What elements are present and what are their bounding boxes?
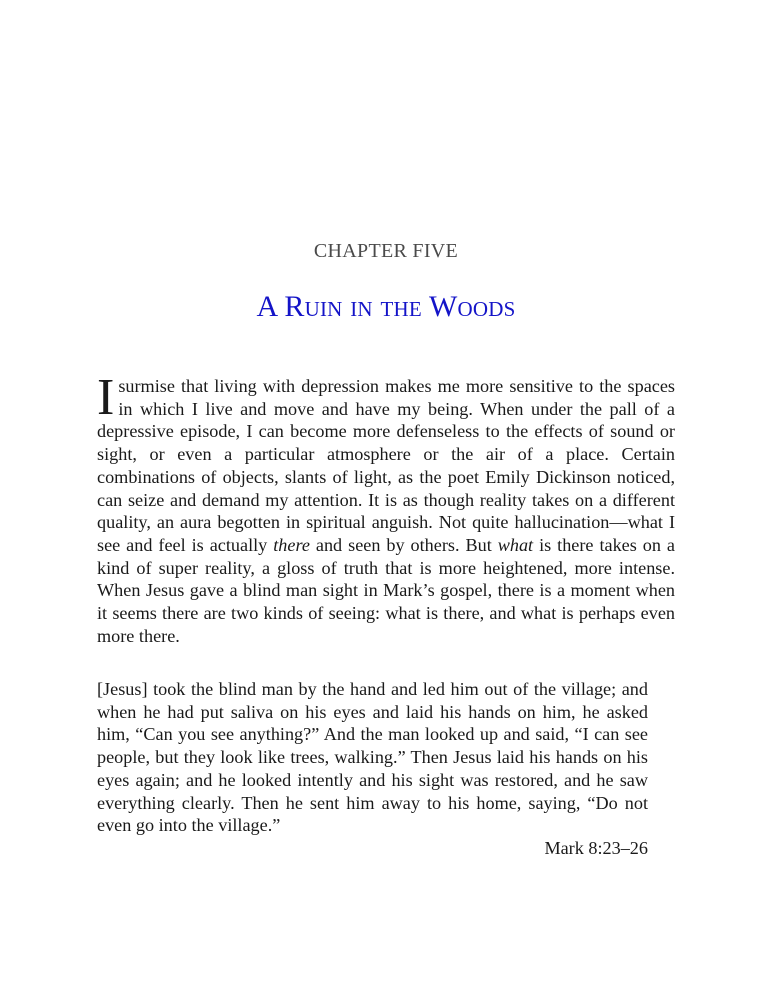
chapter-title: A Ruin in the Woods xyxy=(256,290,516,323)
emphasis-what: what xyxy=(497,534,534,555)
paragraph-text-3: is there takes on a kind of super reality, a gloss of truth that is more heightened, more intense. When Jesus gave a blind man sight in Mark’s gospel, there is a moment when it seems there are two kinds of seeing: what is there, and what is perhaps even more there. xyxy=(97,534,676,646)
block-quote xyxy=(97,678,648,860)
quote-text: [Jesus] took the blind man by the hand and led him out of the village; and when he had put saliva on his eyes and laid his hands on him, he asked him, “Can you see anything?” And the man looked up and said, “I can see people, but they look like trees, walking.” Then Jesus laid his hands on his eyes again; and he looked intently and his sight was restored, and he saw everything clearly. Then he sent him away to his home, saying, “Do not even go into the village.” xyxy=(97,679,648,836)
chapter-label: CHAPTER FIVE xyxy=(313,240,459,262)
paragraph-text-2: and seen by others. But xyxy=(309,534,498,555)
emphasis-there: there xyxy=(273,534,310,555)
quote-citation: Mark 8:23–26 xyxy=(544,837,648,858)
body-paragraph xyxy=(97,369,676,647)
paragraph-text-1: surmise that living with depression makes me more sensitive to the spaces in which I live and move and have my being. When under the pall of a depressive episode, I can become more defenseless to the effects of sound or sight, or even a particular atmosphere or the air of a place. Certain combinations of objects, slants of light, as the poet Emily Dickinson noticed, can seize and demand my attention. It is as though reality takes on a different quality, an aura begotten in spiritual anguish. Not quite hallucination—what I see and feel is actually xyxy=(97,376,675,555)
drop-cap: I xyxy=(97,369,115,426)
